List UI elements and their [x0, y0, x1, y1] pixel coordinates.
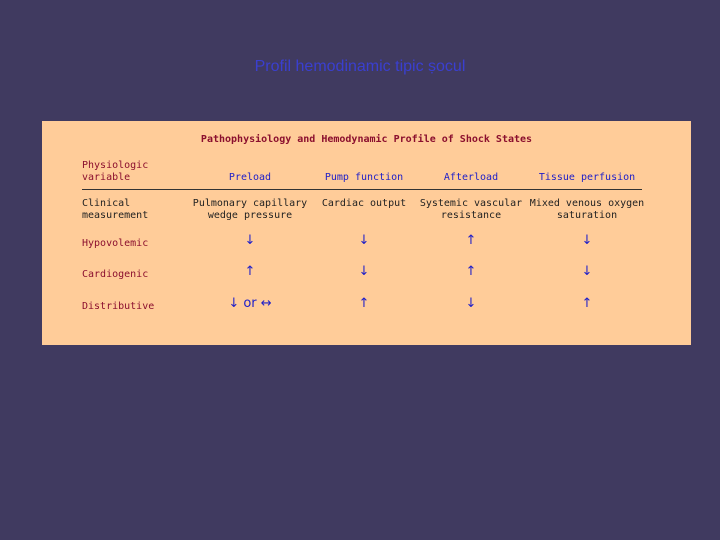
- distributive-preload: ↓ or ↔: [228, 296, 272, 311]
- row-label-hypovolemic: Hypovolemic: [82, 238, 149, 249]
- column-header-tissue-perfusion: Tissue perfusion: [538, 172, 636, 183]
- distributive-afterload: ↓: [465, 296, 477, 311]
- measurement-tissue-perfusion: Mixed venous oxygen saturation: [529, 198, 645, 221]
- measurement-preload: Pulmonary capillary wedge pressure: [192, 198, 308, 221]
- row-label-distributive: Distributive: [82, 301, 155, 312]
- column-header-pump-function: Pump function: [324, 172, 404, 183]
- slide-title: Profil hemodinamic tipic ṣocul: [254, 58, 466, 75]
- distributive-tissue-perfusion: ↑: [581, 296, 593, 311]
- measurement-row-label: Clinical measurement: [82, 198, 149, 221]
- cardiogenic-tissue-perfusion: ↓: [581, 264, 593, 279]
- header-divider: [82, 189, 642, 190]
- hypovolemic-pump-function: ↓: [358, 233, 370, 248]
- header-row-label: Physiologic variable: [82, 160, 149, 183]
- cardiogenic-pump-function: ↓: [358, 264, 370, 279]
- hypovolemic-tissue-perfusion: ↓: [581, 233, 593, 248]
- shock-profile-table: [42, 121, 691, 345]
- measurement-pump-function: Cardiac output: [321, 198, 407, 209]
- row-label-cardiogenic: Cardiogenic: [82, 269, 149, 280]
- column-header-afterload: Afterload: [443, 172, 499, 183]
- cardiogenic-afterload: ↑: [465, 264, 477, 279]
- cardiogenic-preload: ↑: [244, 264, 256, 279]
- hypovolemic-afterload: ↑: [465, 233, 477, 248]
- table-title: Pathophysiology and Hemodynamic Profile of Shock States: [200, 134, 533, 145]
- hypovolemic-preload: ↓: [244, 233, 256, 248]
- measurement-afterload: Systemic vascular resistance: [419, 198, 523, 221]
- column-header-preload: Preload: [228, 172, 272, 183]
- distributive-pump-function: ↑: [358, 296, 370, 311]
